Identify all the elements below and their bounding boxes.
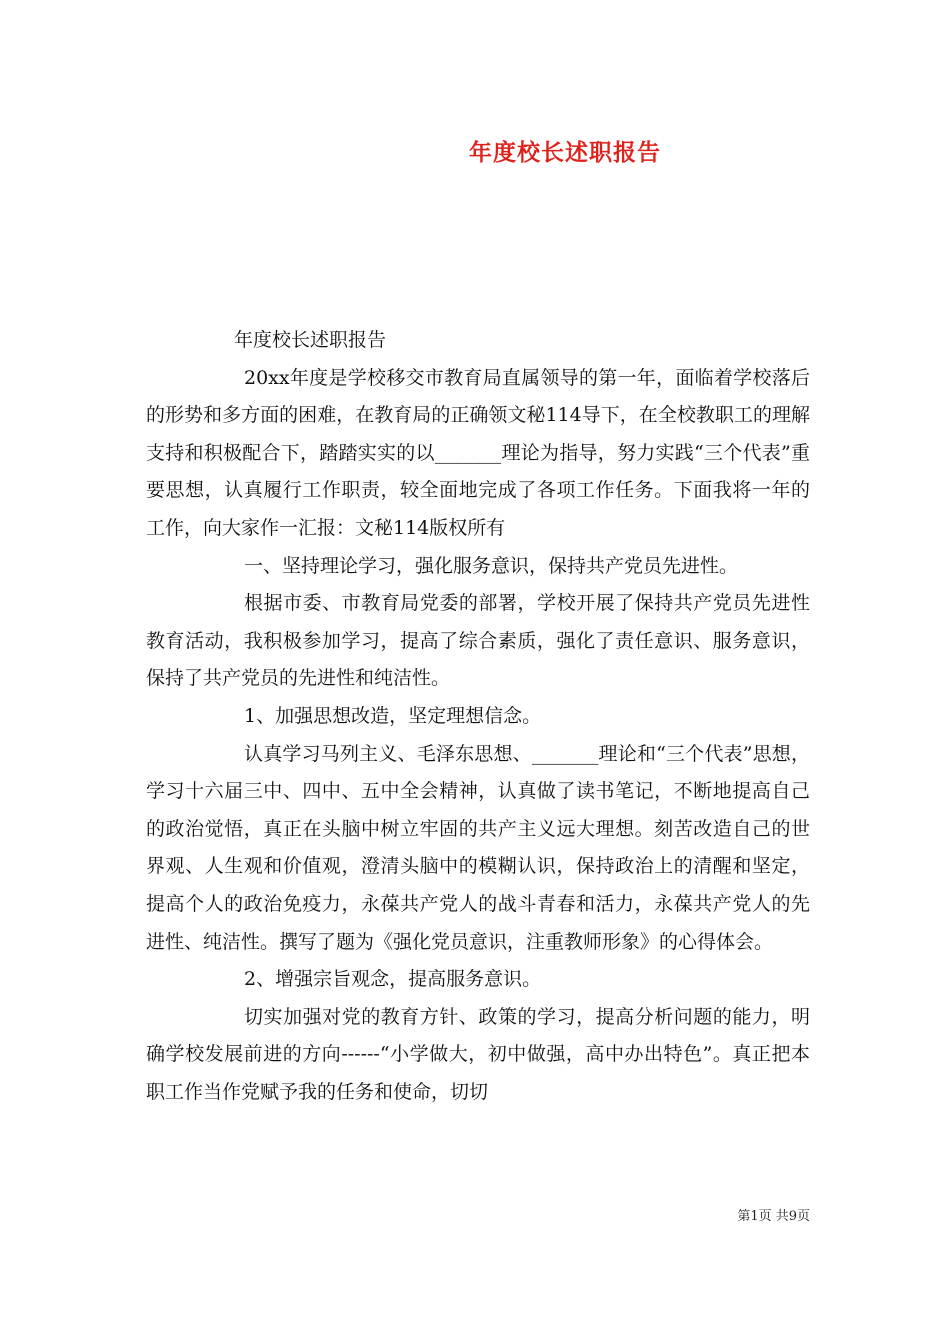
subsection-heading-1: 1、加强思想改造，坚定理想信念。 bbox=[244, 704, 542, 727]
document-body bbox=[146, 322, 810, 1111]
paragraph: 根据市委、市教育局党委的部署，学校开展了保持共产党员先进性教育活动，我积极参加学习，提高了综合素质，强化了责任意识、服务意识，保持了共产党员的先进性和纯洁性。 bbox=[146, 592, 810, 690]
subsection-heading-2: 2、增强宗旨观念，提高服务意识。 bbox=[244, 968, 542, 991]
document-title: 年度校长述职报告 bbox=[234, 329, 387, 351]
page-number: 第1页 共9页 bbox=[737, 1209, 810, 1224]
paragraph-intro: 20xx年度是学校移交市教育局直属领导的第一年，面临着学校落后的形势和多方面的困难，在教育局的正确领文秘114导下，在全校教职工的理解支持和积极配合下，踏踏实实的以_______理论为指导，努力实践“三个代表”重要思想，认真履行工作职责，较全面地完成了各项工作任务。下面我将一年的工作，向大家作一汇报：文秘114版权所有 bbox=[146, 366, 810, 539]
paragraph: 认真学习马列主义、毛泽东思想、_______理论和“三个代表”思想，学习十六届三中、四中、五中全会精神，认真做了读书笔记，不断地提高自己的政治觉悟，真正在头脑中树立牢固的共产主义远大理想。刻苦改造自己的世界观、人生观和价值观，澄清头脑中的模糊认识，保持政治上的清醒和坚定，提高个人的政治免疫力，永葆共产党人的战斗青春和活力，永葆共产党人的先进性、纯洁性。撰写了题为《强化党员意识，注重教师形象》的心得体会。 bbox=[146, 742, 810, 953]
page-title: 年度校长述职报告 bbox=[469, 139, 661, 166]
paragraph: 切实加强对党的教育方针、政策的学习，提高分析问题的能力，明确学校发展前进的方向------“小学做大，初中做强，高中办出特色”。真正把本职工作当作党赋予我的任务和使命，切切 bbox=[146, 1005, 810, 1103]
section-heading-1: 一、坚持理论学习，强化服务意识，保持共产党员先进性。 bbox=[244, 554, 739, 577]
